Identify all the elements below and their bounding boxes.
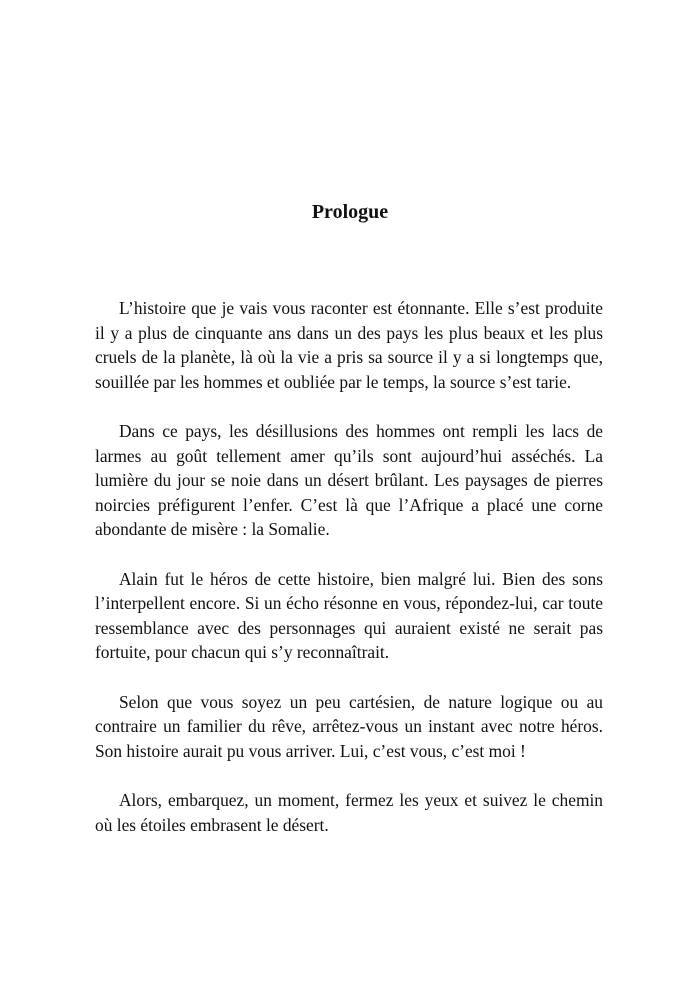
paragraph: Selon que vous soyez un peu cartésien, de nature logique ou au contraire un familier du rêve, arrêtez-vous un instant avec notre héros. Son histoire aurait pu vous arriver. Lui, c’est vous, c’est moi ! [95,691,603,761]
page-title: Prologue [311,201,389,223]
paragraph: Alors, embarquez, un moment, fermez les yeux et suivez le chemin où les étoiles embrasent le désert. [95,790,603,835]
prologue-text [95,296,603,862]
paragraph: Dans ce pays, les désillusions des hommes ont rempli les lacs de larmes au goût tellement amer qu’ils sont aujourd’hui asséchés. La lumière du jour se noie dans un désert brûlant. Les paysages de pierres noircies préfigurent l’enfer. C’est là que l’Afrique a placé une corne abondante de misère : la Somalie. [95,421,603,539]
paragraph: Alain fut le héros de cette histoire, bien malgré lui. Bien des sons l’interpellent encore. Si un écho résonne en vous, répondez-lui, car toute ressemblance avec des personnages qui auraient existé ne serait pas fortuite, pour chacun qui s’y reconnaîtrait. [95,568,603,662]
paragraph: L’histoire que je vais vous raconter est étonnante. Elle s’est produite il y a plus de cinquante ans dans un des pays les plus beaux et les plus cruels de la planète, là où la vie a pris sa source il y a si longtemps que, souillée par les hommes et oubliée par le temps, la source s’est tarie. [95,298,603,392]
